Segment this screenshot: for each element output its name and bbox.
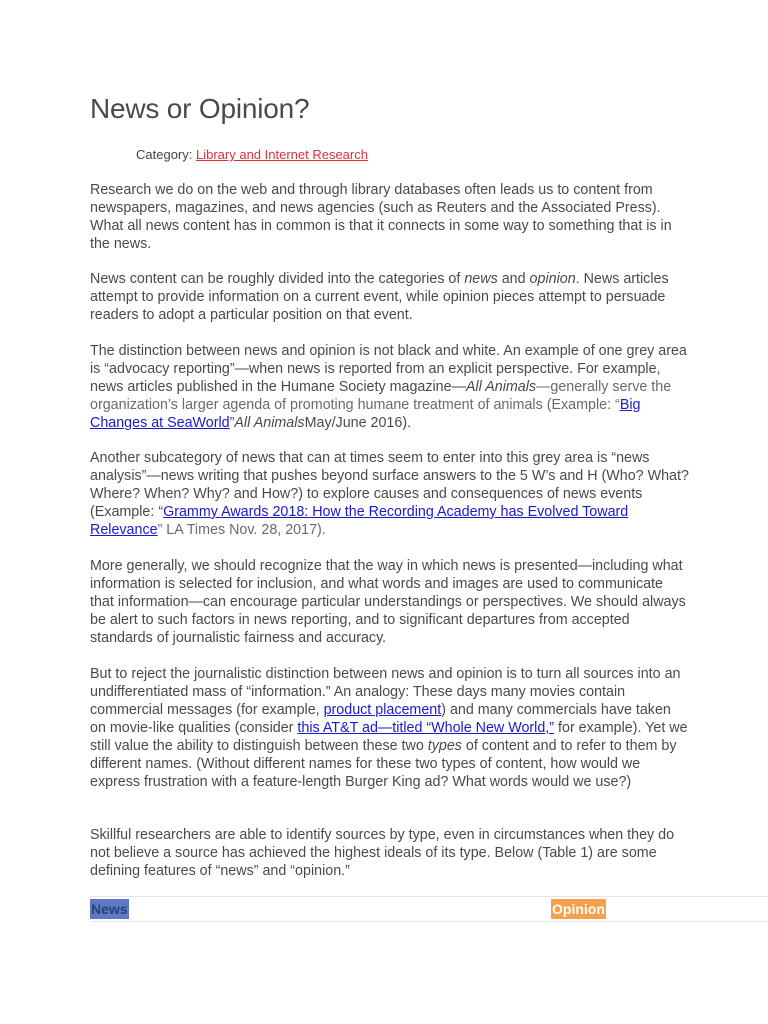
emphasis-opinion: opinion: [529, 271, 576, 287]
paragraph-advocacy: [90, 342, 690, 432]
paragraph-text: and: [497, 271, 530, 287]
paragraph-text: —generally serve the organization’s larger agenda of promoting humane treatment of animals (Example: “: [90, 379, 672, 413]
table-header-opinion: Opinion: [552, 901, 605, 917]
paragraph-text: The distinction between news and opinion is not black and white. An example of one grey area is “advocacy reporting”—when news is reported from an explicit perspective. For example, news articles published in the Humane Society magazine—: [90, 343, 687, 395]
category-line: [136, 147, 368, 162]
table-header-news: News: [91, 901, 128, 917]
paragraph-presentation: More generally, we should recognize that the way in which news is presented—including what information is selected for inclusion, and what words and images are used to communicate that information—can encourage particular understandings or perspectives. We should always be alert to such factors in news reporting, and to significant departures from accepted standards of journalistic fairness and accuracy.: [90, 558, 686, 646]
paragraph-categories: [90, 270, 690, 324]
paragraph-text: ”: [229, 415, 235, 431]
paragraph-text: of content and to refer to them by different names. (Without different names for these two types of content, how would we express frustration with a feature-length Burger King ad? What words would we use?): [90, 738, 677, 790]
paragraph-text: . News articles attempt to provide information on a current event, while opinion pieces attempt to persuade readers to adopt a particular position on that event.: [90, 271, 669, 323]
emphasis-all-animals: All Animals: [465, 379, 537, 395]
paragraph-intro: Research we do on the web and through library databases often leads us to content from newspapers, magazines, and news agencies (such as Reuters and the Associated Press). What all news content has in common is that it connects in some way to something that is in the news.: [90, 182, 672, 252]
seaworld-link[interactable]: Big Changes at SeaWorld: [90, 397, 641, 431]
paragraph-text: But to reject the journalistic distinction between news and opinion is to turn all sources into an undifferentiated mass of “information.” An analogy: These days many movies contain commercial messages (for example,: [90, 666, 681, 718]
paragraph-text: ” LA Times Nov. 28, 2017).: [157, 522, 326, 538]
page-title: News or Opinion?: [90, 93, 310, 124]
paragraph-news-analysis: [90, 449, 690, 539]
grammy-link[interactable]: Grammy Awards 2018: How the Recording Academy has Evolved Toward Relevance: [90, 504, 629, 538]
category-link[interactable]: Library and Internet Research: [195, 147, 368, 162]
paragraph-text: Another subcategory of news that can at times seem to enter into this grey area is “news analysis”—news writing that pushes beyond surface answers to the 5 W’s and H (Who? What? Where? When? Why? and How?) to explore causes and consequences of news events (Example: “: [90, 450, 689, 520]
table-header-row: [90, 896, 768, 922]
att-ad-link[interactable]: this AT&T ad—titled “Whole New World,”: [297, 720, 555, 736]
paragraph-text: May/June 2016).: [304, 415, 412, 431]
paragraph-text: ) and many commercials have taken on movie-like qualities (consider: [90, 702, 671, 736]
paragraph-skillful-researchers: Skillful researchers are able to identify sources by type, even in circumstances when they do not believe a source has achieved the highest ideals of its type. Below (Table 1) are some defining features of “news” and “opinion.”: [90, 827, 675, 879]
emphasis-news: news: [464, 271, 498, 287]
paragraph-text: for example). Yet we still value the ability to distinguish between these two: [90, 720, 688, 754]
emphasis-all-animals: All Animals: [234, 415, 305, 431]
category-label: Category:: [136, 147, 196, 162]
product-placement-link[interactable]: product placement: [323, 702, 442, 718]
paragraph-text: News content can be roughly divided into the categories of: [90, 271, 465, 287]
emphasis-types: types: [427, 738, 462, 754]
paragraph-analogy: [90, 665, 690, 791]
